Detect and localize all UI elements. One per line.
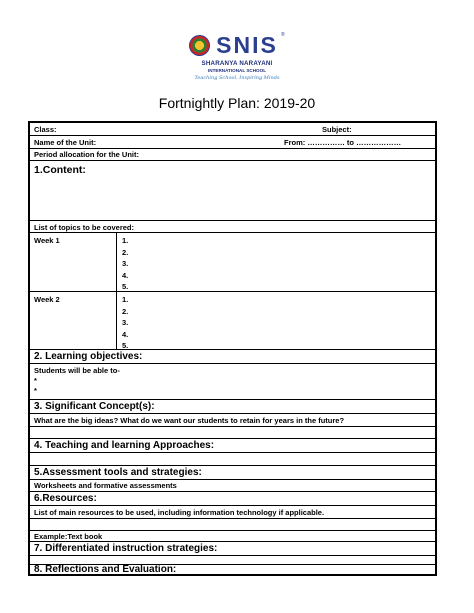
registered-mark: ®	[281, 32, 285, 38]
differentiated-heading: 7. Differentiated instruction strategies:	[34, 543, 218, 554]
objective-bullet-2: *	[34, 386, 37, 395]
subject-label: Subject:	[322, 125, 352, 134]
school-subtitle: INTERNATIONAL SCHOOL	[207, 68, 267, 73]
resources-example: Example:Text book	[34, 532, 103, 541]
objectives-heading-row	[30, 350, 435, 364]
period-label: Period allocation for the Unit:	[34, 150, 140, 159]
fortnightly-plan-form	[28, 121, 437, 576]
school-name: SHARANYA NARAYANI	[201, 60, 273, 67]
assessment-text: Worksheets and formative assessments	[34, 481, 177, 490]
objectives-heading: 2. Learning objectives:	[34, 351, 143, 362]
concepts-answer-row[interactable]	[30, 427, 435, 439]
week-1-item-1: 1.	[122, 236, 129, 245]
content-heading: 1.Content:	[34, 164, 86, 176]
class-subject-row[interactable]	[30, 123, 435, 136]
column-divider	[116, 233, 117, 291]
concepts-heading-row	[30, 400, 435, 414]
objectives-intro: Students will be able to-	[34, 366, 120, 375]
content-section[interactable]	[30, 161, 435, 221]
week-2-row[interactable]	[30, 292, 435, 350]
resources-example-row[interactable]	[30, 531, 435, 542]
differentiated-heading-row	[30, 542, 435, 556]
week-1-row[interactable]	[30, 233, 435, 292]
week-1-item-2: 2.	[122, 247, 129, 257]
logo-wordmark: SNIS	[211, 33, 283, 58]
resources-heading-row	[30, 492, 435, 506]
week-1-item-4: 4.	[122, 270, 129, 280]
week-2-item-3: 3.	[122, 318, 129, 327]
topics-row[interactable]	[30, 221, 435, 233]
reflections-heading: 8. Reflections and Evaluation:	[34, 564, 177, 575]
assessment-heading-row	[30, 466, 435, 480]
period-row[interactable]	[30, 149, 435, 161]
week-1-item-3: 3.	[122, 259, 129, 268]
concepts-question: What are the big ideas? What do we want our students to retain for years in the future?	[34, 416, 345, 425]
week-1-item-5: 5.	[122, 282, 129, 291]
class-label: Class:	[34, 125, 57, 134]
week-2-item-1: 1.	[122, 295, 129, 304]
week-1-label: Week 1	[34, 236, 60, 245]
assessment-heading: 5.Assessment tools and strategies:	[34, 467, 202, 478]
date-range-label: From: …………… to ………………	[284, 138, 402, 147]
resources-text-row	[30, 506, 435, 519]
resources-spacer-row[interactable]	[30, 519, 435, 531]
resources-heading: 6.Resources:	[34, 493, 97, 504]
week-2-label: Week 2	[34, 295, 60, 304]
concepts-question-row	[30, 414, 435, 427]
week-2-item-2: 2.	[122, 306, 129, 316]
teaching-heading-row	[30, 439, 435, 453]
objective-bullet-1: *	[34, 376, 37, 385]
teaching-answer-row[interactable]	[30, 453, 435, 466]
column-divider	[116, 292, 117, 349]
week-2-item-5: 5.	[122, 341, 129, 350]
teaching-heading: 4. Teaching and learning Approaches:	[34, 440, 215, 451]
concepts-heading: 3. Significant Concept(s):	[34, 401, 155, 412]
objectives-section[interactable]	[30, 364, 435, 400]
topics-label: List of topics to be covered:	[34, 223, 135, 232]
week-2-item-4: 4.	[122, 329, 129, 339]
school-logo	[187, 32, 287, 84]
unit-label: Name of the Unit:	[34, 138, 97, 147]
school-emblem-icon	[189, 35, 210, 56]
assessment-text-row[interactable]	[30, 480, 435, 492]
page-title: Fortnightly Plan: 2019-20	[158, 95, 316, 111]
school-tagline: Teaching School, Inspiring Minds	[194, 75, 280, 81]
resources-text: List of main resources to be used, including information technology if applicable.	[34, 508, 325, 517]
unit-row[interactable]	[30, 136, 435, 149]
reflections-row[interactable]	[30, 565, 435, 576]
